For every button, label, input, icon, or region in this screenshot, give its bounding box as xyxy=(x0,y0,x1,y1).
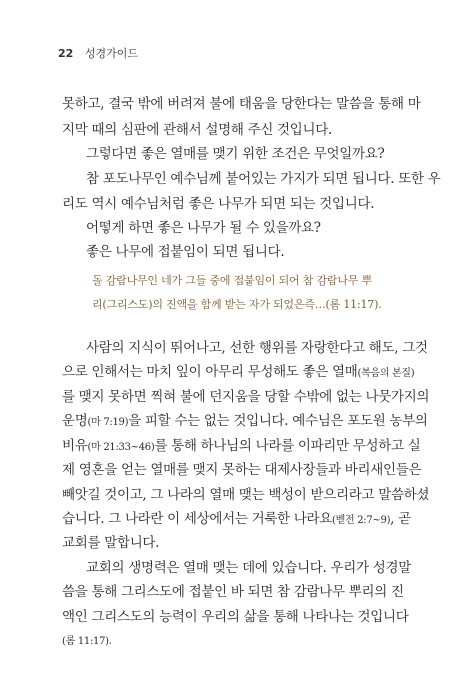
reference: (롬 11:17). xyxy=(62,636,112,647)
body-text: 습니다. 그 나라란 이 세상에서는 거룩한 나라요 xyxy=(62,511,333,527)
body-line: 씀을 통해 그리스도에 접붙인 바 되면 참 감람나무 뿌리의 진 xyxy=(62,584,404,600)
body-line: 를 맺지 못하면 찍혀 불에 던지움을 당할 수밖에 없는 나뭇가지의 xyxy=(62,389,430,405)
body-line: 참 포도나무인 예수님께 붙어있는 가지가 되면 됩니다. 또한 우 xyxy=(86,171,441,187)
body-text: 을 피할 수는 없는 것입니다. 예수님은 포도원 농부의 xyxy=(128,413,428,429)
body-line: 제 영혼을 얻는 열매를 맺지 못하는 대제사장들과 바리새인들은 xyxy=(62,462,422,478)
body-line: 교회의 생명력은 열매 맺는 데에 있습니다. 우리가 성경말 xyxy=(86,560,411,576)
body-line: 그렇다면 좋은 열매를 맺기 위한 조건은 무엇일까요? xyxy=(86,146,385,162)
scripture-quote-line: 돌 감람나무인 네가 그들 중에 접붙임이 되어 참 감람나무 뿌 xyxy=(92,274,372,287)
body-line: 빼앗길 것이고, 그 나라의 열매 맺는 백성이 받으리라고 말씀하셨 xyxy=(62,487,430,503)
reference: (마 7:19) xyxy=(87,417,129,428)
body-text: 운명 xyxy=(62,413,88,429)
scripture-quote-line: 리(그리스도)의 진액을 함께 받는 자가 되었은즉…(롬 11:17). xyxy=(92,298,382,311)
body-line xyxy=(62,434,420,454)
running-title: 성경가이드 xyxy=(84,47,138,60)
annotation: (복음의 본질) xyxy=(357,368,415,379)
body-line: 못하고, 결국 밖에 버려져 불에 태움을 당한다는 말씀을 통해 마 xyxy=(62,96,421,112)
body-line xyxy=(62,360,414,380)
body-line: 사람의 지식이 뛰어나고, 선한 행위를 자랑한다고 해도, 그것 xyxy=(86,340,428,356)
body-line xyxy=(62,507,411,527)
body-line: 교회를 말합니다. xyxy=(62,535,160,551)
body-line: 좋은 나무에 접붙임이 되면 됩니다. xyxy=(86,244,285,260)
body-line: 액인 그리스도의 능력이 우리의 삶을 통해 나타나는 것입니다 xyxy=(62,609,409,625)
body-text: 비유 xyxy=(62,438,88,454)
reference: (벧전 2:7~9) xyxy=(332,515,391,526)
body-line: 어떻게 하면 좋은 나무가 될 수 있을까요? xyxy=(86,220,321,236)
body-line xyxy=(62,409,428,429)
body-text: , 곧 xyxy=(390,511,411,527)
body-text: 으로 인해서는 마치 잎이 아무리 무성해도 좋은 열매 xyxy=(62,364,358,380)
page-header xyxy=(58,45,138,61)
page-number: 22 xyxy=(58,47,74,60)
body-line: 리도 역시 예수님처럼 좋은 나무가 되면 되는 것입니다. xyxy=(62,196,375,212)
body-text: 를 통해 하나님의 나라를 이파리만 무성하고 실 xyxy=(154,438,421,454)
reference: (마 21:33~46) xyxy=(87,442,155,453)
body-line: 지막 때의 심판에 관해서 설명해 주신 것입니다. xyxy=(62,122,333,138)
